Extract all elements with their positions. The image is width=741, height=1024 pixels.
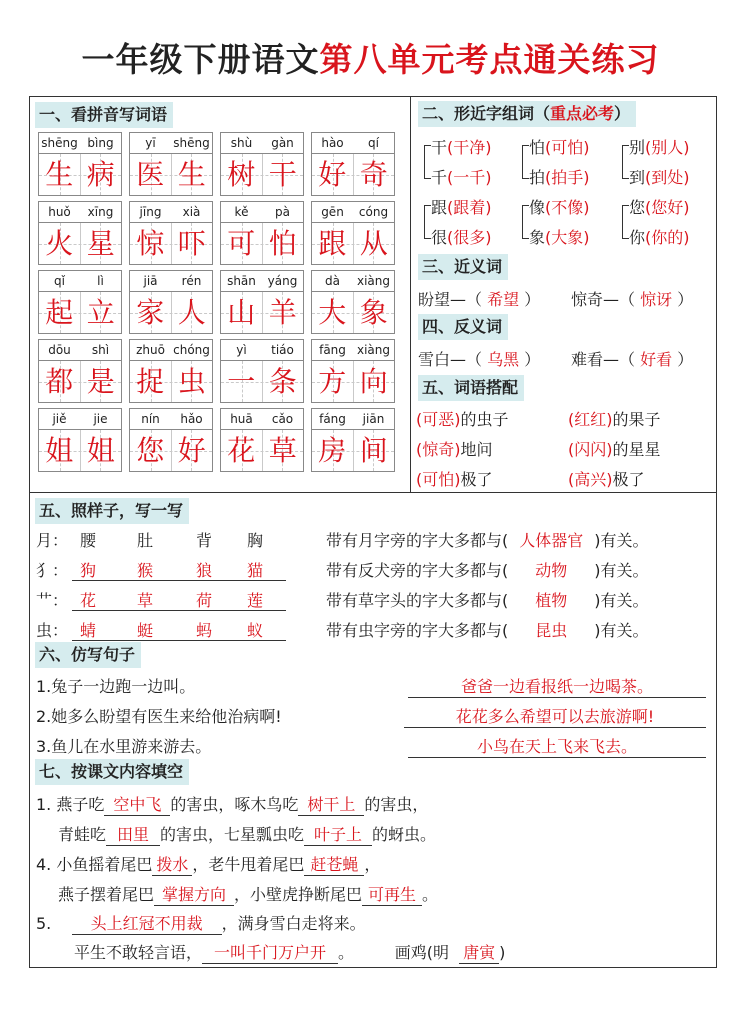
char-row [311, 430, 395, 472]
word-box [220, 201, 304, 265]
hanzi: 方 [318, 365, 347, 398]
pinyin-row [311, 408, 395, 430]
pinyin: bìng [87, 136, 114, 150]
pinyin-row [220, 270, 304, 292]
radical-char: 草 [137, 591, 154, 610]
pinyin-row [220, 132, 304, 154]
similar-pair: 你(你的) [629, 228, 690, 247]
pinyin-row [38, 408, 122, 430]
char-row [129, 292, 213, 334]
radical-char: 背 [196, 531, 213, 550]
hanzi: 间 [353, 430, 395, 471]
hanzi: 奇 [353, 154, 395, 195]
char-row [220, 292, 304, 334]
pinyin: fáng [319, 412, 346, 426]
char-row [129, 154, 213, 196]
hanzi: 一 [227, 365, 256, 398]
hanzi: 姐 [80, 430, 122, 471]
fill-line-3: 4. 小鱼摇着尾巴 拨水 ，老牛甩着尾巴 赶苍蝇 ， [36, 852, 380, 876]
pinyin: jīng [139, 205, 162, 219]
hanzi: 象 [353, 292, 395, 333]
word-box [129, 132, 213, 196]
pinyin: dōu [48, 343, 71, 357]
pinyin-row [38, 132, 122, 154]
synonym-2: 惊奇—（ 惊讶 ） [571, 290, 694, 309]
radical-char: 荷 [196, 591, 213, 610]
char-row [311, 154, 395, 196]
pinyin-row [129, 408, 213, 430]
char-row [220, 223, 304, 265]
hanzi: 立 [80, 292, 122, 333]
page-title: 一年级下册语文第八单元考点通关练习 [81, 40, 660, 79]
word-box [129, 408, 213, 472]
word-box [38, 132, 122, 196]
collocation: (红红)的果子 [568, 410, 661, 429]
pinyin: cǎo [271, 412, 294, 426]
similar-pair: 拍(拍手) [529, 168, 590, 187]
word-box [129, 339, 213, 403]
similar-pair: 千(一千) [431, 168, 492, 187]
pinyin: qí [368, 136, 379, 150]
word-box [38, 408, 122, 472]
pinyin-row [38, 270, 122, 292]
char-row [129, 430, 213, 472]
fill-line-6: 平生不敢轻言语， 一叫千门万户开 。 画鸡(明 唐寅 ) [74, 940, 505, 964]
similar-pair: 跟(跟着) [431, 198, 492, 217]
word-box [220, 339, 304, 403]
hanzi: 大 [318, 296, 347, 329]
pinyin: hào [321, 136, 344, 150]
radical-char: 蜻 [80, 621, 97, 640]
radical-char: 蜓 [137, 621, 154, 640]
word-box [38, 339, 122, 403]
pinyin: shù [230, 136, 253, 150]
pinyin: shēng [41, 136, 78, 150]
hanzi: 跟 [318, 227, 347, 260]
pinyin: jiā [143, 274, 158, 288]
radical: 艹： [36, 591, 69, 610]
pinyin: shēng [173, 136, 210, 150]
pinyin: gēn [321, 205, 344, 219]
hanzi: 惊 [136, 227, 165, 260]
hanzi: 都 [45, 365, 74, 398]
similar-pair: 别(别人) [629, 138, 690, 157]
hanzi: 可 [227, 227, 256, 260]
hanzi: 起 [45, 296, 74, 329]
char-row [220, 361, 304, 403]
word-box [38, 201, 122, 265]
radical: 虫： [36, 621, 69, 640]
collocation: (闪闪)的星星 [568, 440, 661, 459]
pinyin: gàn [271, 136, 294, 150]
collocation: (可怕)极了 [416, 470, 493, 489]
char-row [129, 361, 213, 403]
similar-pair: 您(您好) [629, 198, 690, 217]
pinyin-row [220, 408, 304, 430]
pinyin-row [129, 339, 213, 361]
hanzi: 您 [136, 434, 165, 467]
model-sentence: 3.鱼儿在水里游来游去。 [36, 737, 212, 756]
hanzi: 人 [171, 292, 213, 333]
pinyin: qǐ [54, 274, 65, 288]
section-2-heading: 二、形近字组词（重点必考） [418, 101, 636, 127]
hanzi: 捉 [136, 365, 165, 398]
pinyin-row [129, 201, 213, 223]
hanzi: 树 [227, 158, 256, 191]
word-box [311, 201, 395, 265]
bracket [424, 145, 431, 179]
pinyin: hǎo [180, 412, 203, 426]
section-7-heading: 七、按课文内容填空 [35, 759, 189, 785]
pinyin-row [311, 270, 395, 292]
section-6-heading: 六、仿写句子 [35, 642, 141, 668]
radical-char: 狗 [80, 561, 97, 580]
answer-sentence: 爸爸一边看报纸一边喝茶。 [408, 674, 706, 698]
char-row [38, 430, 122, 472]
hanzi: 干 [262, 154, 304, 195]
char-row [38, 223, 122, 265]
hanzi: 羊 [262, 292, 304, 333]
pinyin: zhuō [136, 343, 165, 357]
pinyin-row [311, 339, 395, 361]
bracket [622, 205, 629, 239]
radical-sentence: 带有虫字旁的字大多都与( 昆虫 )有关。 [326, 621, 649, 640]
radical-char: 胸 [247, 531, 264, 550]
pinyin-row [311, 132, 395, 154]
hanzi: 从 [353, 223, 395, 264]
pinyin: xīng [87, 205, 114, 219]
answer-sentence: 花花多么希望可以去旅游啊! [404, 704, 706, 728]
pinyin: chóng [173, 343, 210, 357]
answer-sentence: 小鸟在天上飞来飞去。 [408, 734, 706, 758]
fill-line-1: 1. 燕子吃 空中飞 的害虫，啄木鸟吃 树干上 的害虫， [36, 792, 428, 816]
word-box [220, 408, 304, 472]
word-box [311, 339, 395, 403]
hanzi: 医 [136, 158, 165, 191]
pinyin: shì [91, 343, 110, 357]
pinyin: nín [141, 412, 160, 426]
word-box [38, 270, 122, 334]
similar-pair: 像(不像) [529, 198, 590, 217]
pinyin: tiáo [271, 343, 294, 357]
hanzi: 生 [171, 154, 213, 195]
hanzi: 病 [80, 154, 122, 195]
antonym-1: 雪白—（ 乌黑 ） [418, 350, 541, 369]
char-row [311, 223, 395, 265]
char-row [38, 154, 122, 196]
bracket [622, 145, 629, 179]
hanzi: 家 [136, 296, 165, 329]
hanzi: 生 [45, 158, 74, 191]
pinyin: xiàng [356, 343, 390, 357]
pinyin: huā [230, 412, 253, 426]
hanzi: 房 [318, 434, 347, 467]
section-1-heading: 一、看拼音写词语 [35, 102, 173, 128]
bracket [522, 205, 529, 239]
char-row [311, 361, 395, 403]
pinyin: fāng [319, 343, 346, 357]
pinyin: jiān [362, 412, 385, 426]
radical-sentence: 带有草字头的字大多都与( 植物 )有关。 [326, 591, 649, 610]
radical: 月： [36, 531, 69, 550]
radical-char: 蚁 [247, 621, 264, 640]
antonym-2: 难看—（ 好看 ） [571, 350, 694, 369]
char-row [220, 430, 304, 472]
section-3-heading: 三、近义词 [418, 254, 508, 280]
collocation: (惊奇)地问 [416, 440, 493, 459]
hanzi: 好 [171, 430, 213, 471]
radical-char: 肚 [137, 531, 154, 550]
radical-char: 狼 [196, 561, 213, 580]
word-box [129, 270, 213, 334]
similar-pair: 很(很多) [431, 228, 492, 247]
char-row [220, 154, 304, 196]
hanzi: 向 [353, 361, 395, 402]
hanzi: 山 [227, 296, 256, 329]
pinyin-row [220, 339, 304, 361]
radical-sentence: 带有月字旁的字大多都与( 人体器官 )有关。 [326, 531, 649, 550]
hanzi: 吓 [171, 223, 213, 264]
fill-line-2: 青蛙吃 田里 的害虫，七星瓢虫吃 叶子上 的蚜虫。 [58, 822, 436, 846]
pinyin: xiàng [356, 274, 390, 288]
pinyin: dà [325, 274, 340, 288]
radical-char: 腰 [80, 531, 97, 550]
pinyin-row [220, 201, 304, 223]
hanzi: 草 [262, 430, 304, 471]
pinyin: jiě [52, 412, 67, 426]
similar-pair: 干(干净) [431, 138, 492, 157]
collocation: (高兴)极了 [568, 470, 645, 489]
pinyin-row [38, 339, 122, 361]
pinyin: pà [275, 205, 290, 219]
radical-char: 花 [80, 591, 97, 610]
divider [29, 492, 717, 493]
pinyin: yì [236, 343, 247, 357]
hanzi: 好 [318, 158, 347, 191]
hanzi: 花 [227, 434, 256, 467]
pinyin-row [129, 132, 213, 154]
bracket [522, 145, 529, 179]
word-box [220, 270, 304, 334]
radical-sentence: 带有反犬旁的字大多都与( 动物 )有关。 [326, 561, 649, 580]
pinyin: cóng [358, 205, 389, 219]
pinyin: kě [234, 205, 249, 219]
bracket [424, 205, 431, 239]
pinyin: shān [227, 274, 256, 288]
section-5-top-heading: 五、词语搭配 [418, 375, 524, 401]
radical: 犭： [36, 561, 69, 580]
hanzi: 怕 [262, 223, 304, 264]
pinyin-row [311, 201, 395, 223]
char-row [38, 292, 122, 334]
radical-char: 蚂 [196, 621, 213, 640]
fill-line-5: 5. 头上红冠不用裁 ，满身雪白走将来。 [36, 911, 366, 935]
pinyin: rén [181, 274, 202, 288]
word-box [311, 132, 395, 196]
synonym-1: 盼望—（ 希望 ） [418, 290, 541, 309]
pinyin: xià [182, 205, 201, 219]
char-row [38, 361, 122, 403]
char-row [129, 223, 213, 265]
section-4-heading: 四、反义词 [418, 314, 508, 340]
model-sentence: 2.她多么盼望有医生来给他治病啊! [36, 707, 282, 726]
hanzi: 火 [45, 227, 74, 260]
word-box [311, 270, 395, 334]
section-5-heading: 五、照样子，写一写 [35, 498, 189, 524]
similar-pair: 到(到处) [629, 168, 690, 187]
fill-line-4: 燕子摆着尾巴 掌握方向 ，小壁虎挣断尾巴 可再生 。 [58, 882, 438, 906]
pinyin: huǒ [48, 205, 71, 219]
radical-char: 猫 [247, 561, 264, 580]
pinyin-row [129, 270, 213, 292]
pinyin: yáng [267, 274, 298, 288]
word-box [129, 201, 213, 265]
char-row [311, 292, 395, 334]
hanzi: 虫 [171, 361, 213, 402]
word-box [311, 408, 395, 472]
hanzi: 姐 [45, 434, 74, 467]
hanzi: 条 [262, 361, 304, 402]
model-sentence: 1.兔子一边跑一边叫。 [36, 677, 196, 696]
radical-char: 猴 [137, 561, 154, 580]
pinyin: jie [93, 412, 108, 426]
pinyin-row [38, 201, 122, 223]
hanzi: 是 [80, 361, 122, 402]
radical-char: 莲 [247, 591, 264, 610]
divider [410, 96, 411, 492]
similar-pair: 怕(可怕) [529, 138, 590, 157]
word-box [220, 132, 304, 196]
similar-pair: 象(大象) [529, 228, 590, 247]
pinyin: lì [97, 274, 104, 288]
hanzi: 星 [80, 223, 122, 264]
pinyin: yī [145, 136, 156, 150]
collocation: (可恶)的虫子 [416, 410, 509, 429]
